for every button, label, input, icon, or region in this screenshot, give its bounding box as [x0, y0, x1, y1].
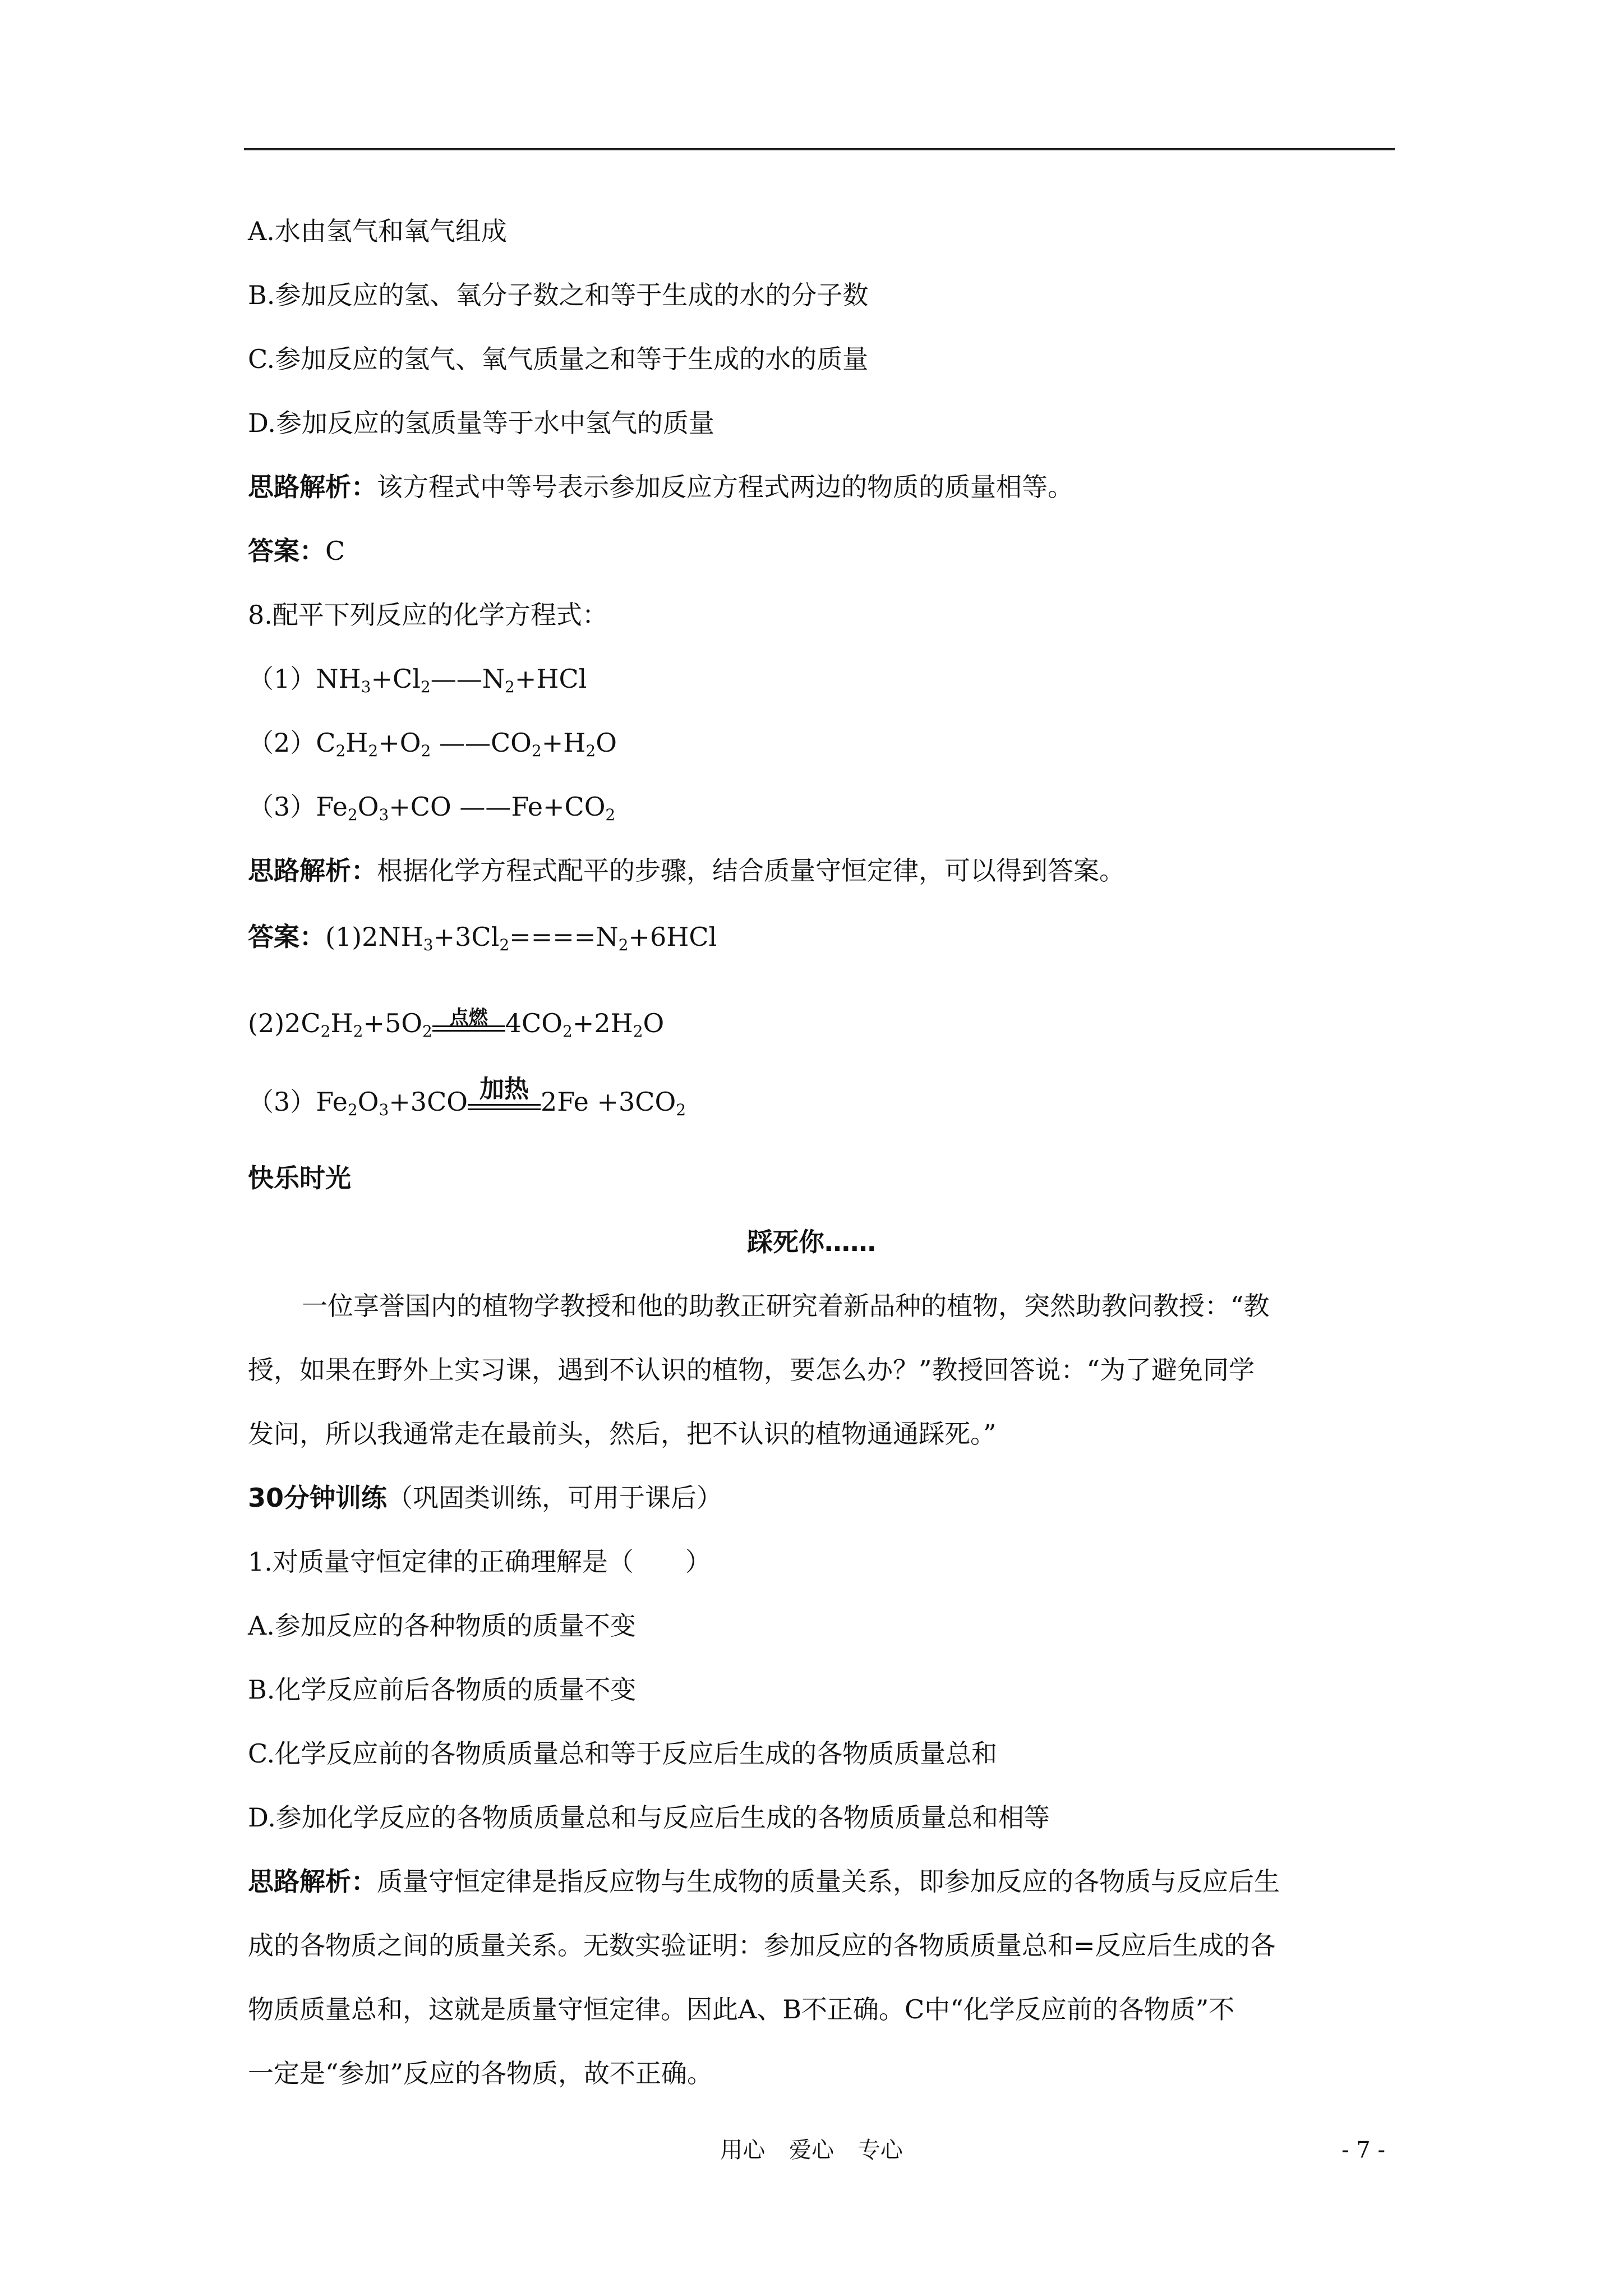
question-8-stem: 8.配平下列反应的化学方程式：	[248, 600, 608, 630]
answer-label: 答案：	[248, 922, 325, 952]
training-heading: 30分钟训练（巩固类训练，可用于课后）	[248, 1483, 723, 1513]
analysis-label: 思路解析：	[248, 1866, 377, 1897]
answer-2-line1: 答案：$(1)2NH_3+3Cl_2====N_2+6HCl$	[248, 922, 717, 954]
answer-label: 答案：	[248, 536, 325, 566]
story-title: 踩死你……	[747, 1227, 876, 1257]
analysis-3-line1: 思路解析：质量守恒定律是指反应物与生成物的质量关系，即参加反应的各物质与反应后生	[248, 1866, 1280, 1897]
analysis-label: 思路解析：	[248, 472, 377, 502]
answer-2-line3: $(3)Fe_2O_3+3CO$ 加热 $2Fe +3CO_2$	[248, 1075, 686, 1119]
analysis-3-line3: 物质质量总和，这就是质量守恒定律。因此A、B不正确。C中“化学反应前的各物质”不	[248, 1994, 1235, 2024]
analysis-text: 根据化学方程式配平的步骤，结合质量守恒定律，可以得到答案。	[377, 855, 1125, 886]
analysis-3-line2: 成的各物质之间的质量关系。无数实验证明：参加反应的各物质质量总和=反应后生成的各	[248, 1930, 1276, 1961]
section-heading-happy: 快乐时光	[248, 1163, 351, 1193]
story-line-2: 授，如果在野外上实习课，遇到不认识的植物，要怎么办？”教授回答说：“为了避免同学	[248, 1355, 1255, 1385]
footer-motto: 用心 爱心 专心	[720, 2137, 903, 2163]
answer-text: C	[325, 536, 345, 566]
reaction-condition-heat: 加热	[468, 1085, 541, 1119]
analysis-1	[248, 470, 1073, 504]
story-line-1: 一位享誉国内的植物学教授和他的助教正研究着新品种的植物，突然助教问教授：“教	[302, 1291, 1270, 1321]
analysis-3-line4: 一定是“参加”反应的各物质，故不正确。	[248, 2058, 713, 2088]
analysis-text: 该方程式中等号表示参加反应方程式两边的物质的质量相等。	[377, 472, 1073, 502]
header-rule	[244, 148, 1395, 150]
analysis-2	[248, 854, 1125, 887]
option-c: C.参加反应的氢气、氧气质量之和等于生成的水的质量	[248, 344, 869, 374]
question-1-option-c: C.化学反应前的各物质质量总和等于反应后生成的各物质质量总和	[248, 1738, 998, 1769]
answer-1	[248, 534, 345, 568]
option-b: B.参加反应的氢、氧分子数之和等于生成的水的分子数	[248, 280, 869, 310]
reaction-condition-ignite: 点燃	[432, 1006, 505, 1040]
question-8-eq1: $(1)NH_3+Cl_2——N_2+HCl$	[248, 664, 587, 696]
answer-2-line2: $(2)2C_2H_2+5O_2$ 点燃 $4CO_2+2H_2O$	[248, 1006, 665, 1041]
story-line-3: 发问，所以我通常走在最前头，然后，把不认识的植物通通踩死。”	[248, 1419, 997, 1449]
question-1-option-b: B.化学反应前后各物质的质量不变	[248, 1674, 637, 1705]
analysis-label: 思路解析：	[248, 855, 377, 886]
option-a: A.水由氢气和氧气组成	[248, 216, 507, 246]
question-1-option-d: D.参加化学反应的各物质质量总和与反应后生成的各物质质量总和相等	[248, 1802, 1050, 1833]
question-1-option-a: A.参加反应的各种物质的质量不变	[248, 1611, 636, 1641]
question-1-stem: 1.对质量守恒定律的正确理解是（ ）	[248, 1547, 711, 1577]
question-8-eq3: $(3)Fe_2O_3+CO$ $——Fe+CO_2$	[248, 792, 616, 824]
page-number: - 7 -	[1341, 2137, 1385, 2163]
option-d: D.参加反应的氢质量等于水中氢气的质量	[248, 408, 714, 438]
question-8-eq2: $(2)C_2H_2+O_2$ $——CO_2+H_2O$	[248, 728, 617, 760]
